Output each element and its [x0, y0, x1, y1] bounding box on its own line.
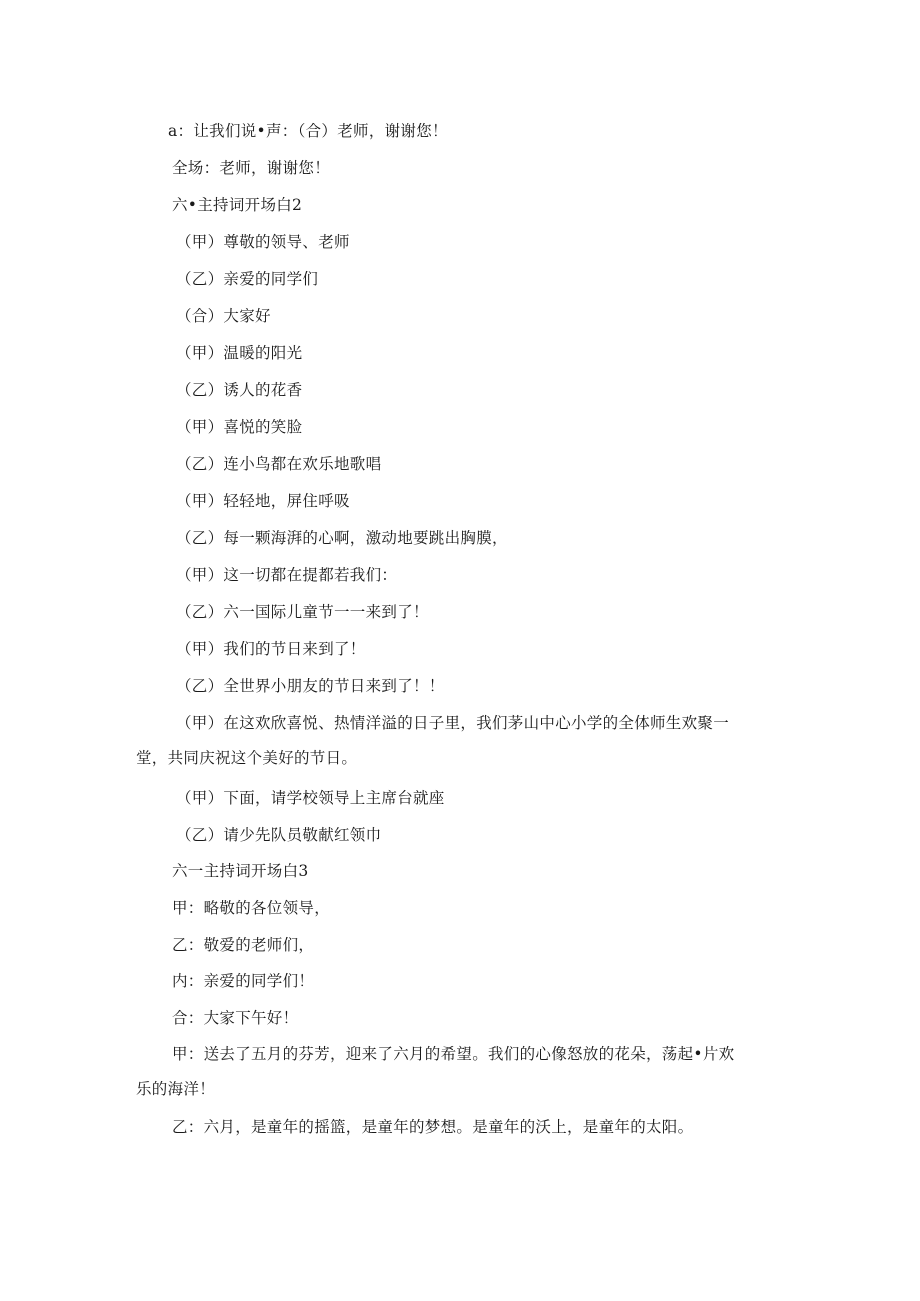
- text-line: （乙）全世界小朋友的节日来到了！！: [176, 677, 445, 695]
- text-line: （乙）连小鸟都在欢乐地歌唱: [176, 455, 382, 473]
- text-line: （甲）尊敬的领导、老师: [176, 233, 350, 251]
- text-line: （乙）请少先队员敬献红领巾: [176, 826, 382, 844]
- text-line: 乙：敬爱的老师们，: [172, 936, 315, 954]
- text-line: 乐的海洋！: [136, 1080, 216, 1098]
- text-line: （乙）六一国际儿童节一一来到了！: [176, 603, 429, 621]
- text-line: （甲）喜悦的笑脸: [176, 418, 303, 436]
- text-line: （甲）我们的节日来到了！: [176, 640, 366, 658]
- text-line: （甲）轻轻地，屏住呼吸: [176, 492, 350, 510]
- text-line: 内：亲爱的同学们！: [172, 972, 315, 990]
- text-line: （甲）下面，请学校领导上主席台就座: [176, 789, 445, 807]
- text-line: （乙）亲爱的同学们: [176, 270, 319, 288]
- text-line: 合：大家下午好！: [172, 1009, 299, 1027]
- text-line: 甲：略敬的各位领导，: [172, 899, 331, 917]
- section-heading: 六•主持词开场白2: [172, 196, 303, 214]
- text-line: 甲：送去了五月的芬芳，迎来了六月的希望。我们的心像怒放的花朵，荡起•片欢: [172, 1045, 735, 1063]
- text-line: （甲）温暖的阳光: [176, 344, 303, 362]
- text-line: （甲）这一切都在提都若我们：: [176, 566, 398, 584]
- text-line: 全场：老师，谢谢您！: [172, 159, 331, 177]
- text-line: （乙）诱人的花香: [176, 381, 303, 399]
- text-line: 堂，共同庆祝这个美好的节日。: [136, 749, 358, 767]
- text-line: a：让我们说•声：（合）老师，谢谢您！: [168, 122, 448, 140]
- section-heading: 六一主持词开场白3: [172, 862, 309, 880]
- text-line: （甲）在这欢欣喜悦、热情洋溢的日子里，我们茅山中心小学的全体师生欢聚一: [176, 714, 730, 732]
- text-line: （合）大家好: [176, 307, 271, 325]
- text-line: （乙）每一颗海湃的心啊，激动地要跳出胸膜，: [176, 529, 508, 547]
- text-line: 乙：六月，是童年的摇篮，是童年的梦想。是童年的沃上，是童年的太阳。: [172, 1118, 694, 1136]
